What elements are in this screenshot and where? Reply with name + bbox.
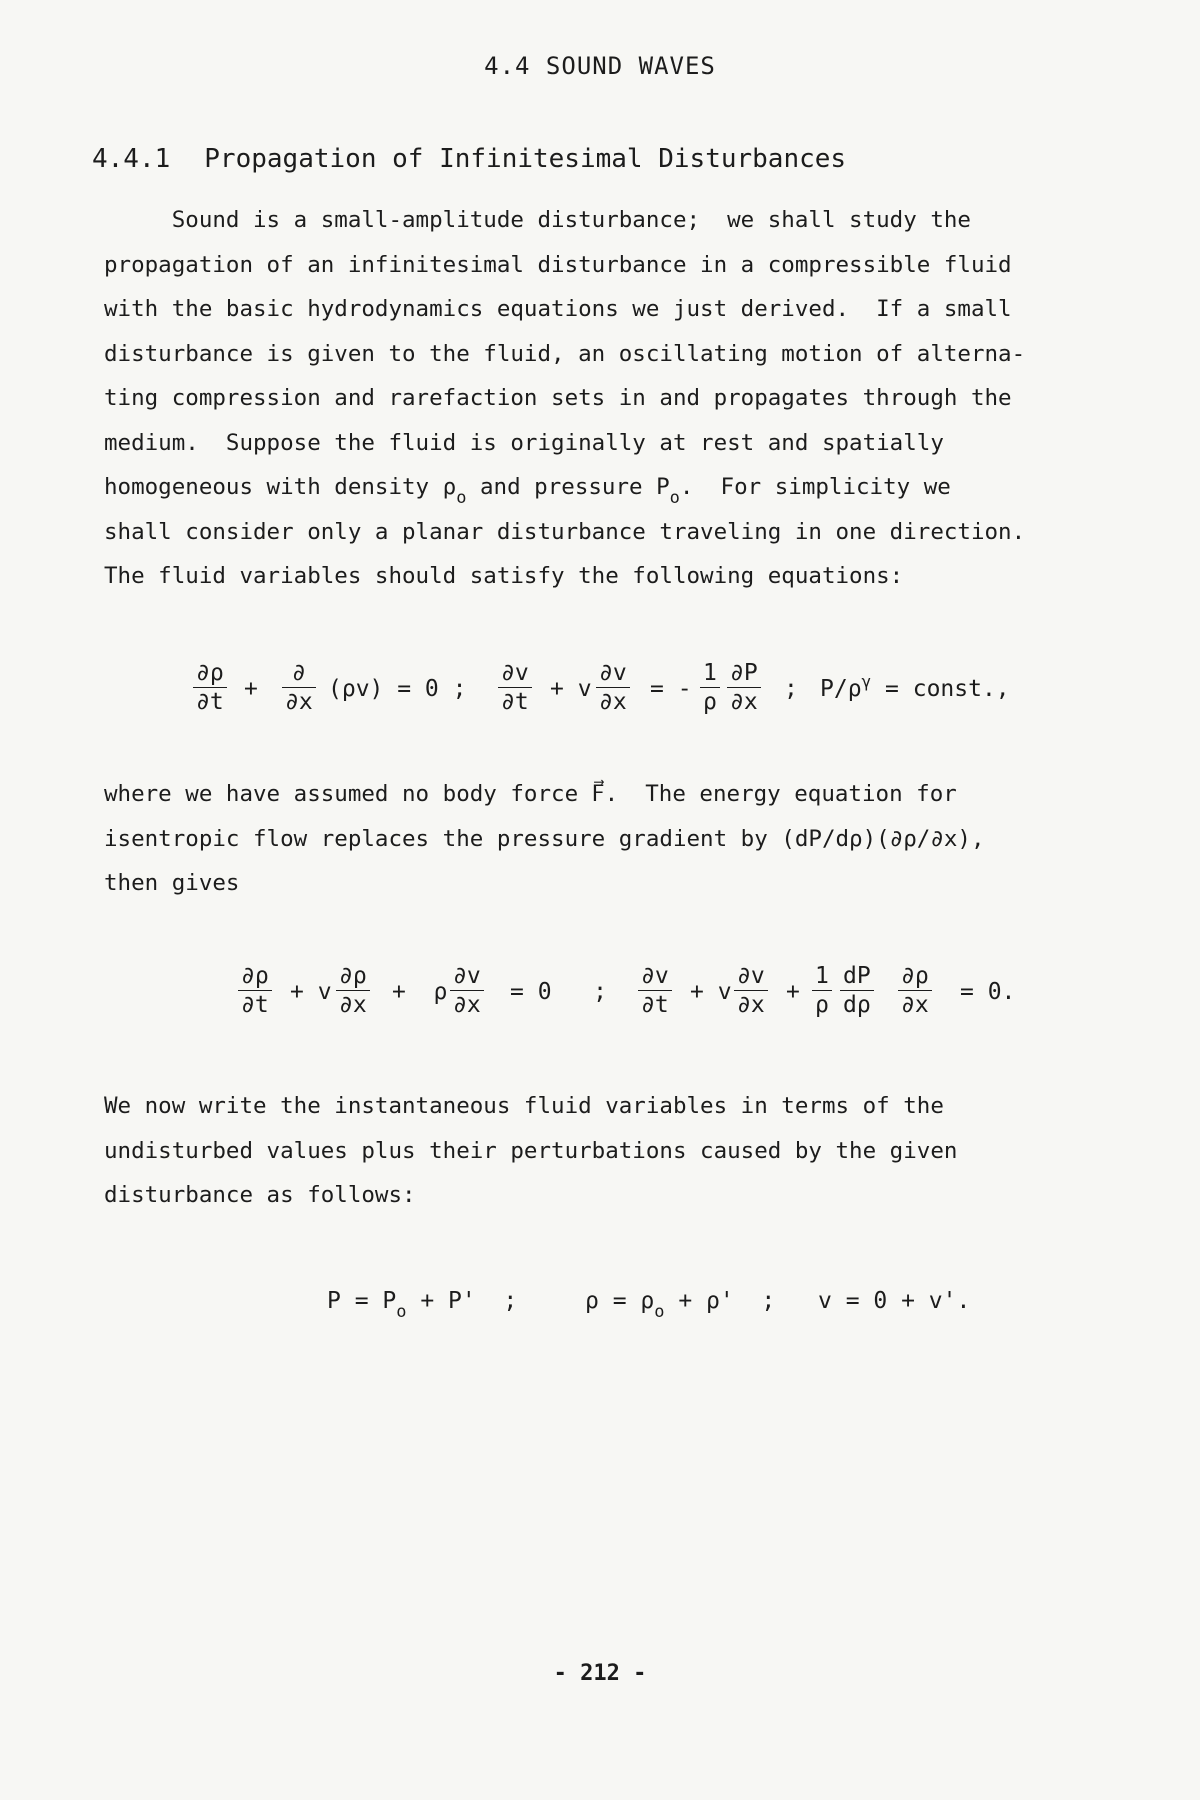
fraction — [336, 965, 370, 1017]
numerator: ∂P — [730, 660, 758, 686]
text-line: We now write the instantaneous fluid variables in terms of the — [104, 1093, 944, 1119]
expression: + v — [290, 979, 332, 1005]
subscript: o — [456, 488, 467, 508]
subsection-heading — [92, 144, 846, 174]
paragraph-energy — [104, 772, 1114, 906]
text-line: isentropic flow replaces the pressure gradient by (dP/dρ)(∂ρ/∂x), — [104, 825, 985, 852]
denominator: ∂t — [641, 992, 669, 1018]
text-line: where we have assumed no body force F⃗. The energy equation for — [104, 781, 957, 807]
denominator: ∂x — [737, 992, 765, 1018]
paragraph-perturbation — [104, 1084, 1114, 1218]
denominator: ∂x — [901, 992, 929, 1018]
numerator: ∂ρ — [196, 660, 224, 686]
denominator: ∂x — [730, 689, 758, 715]
expression: + ρ — [392, 979, 448, 1005]
numerator: ∂ρ — [339, 963, 367, 989]
denominator: dρ — [843, 992, 871, 1018]
text-line: then gives — [104, 870, 240, 896]
numerator: ∂ — [291, 660, 306, 686]
numerator: ∂v — [737, 963, 765, 989]
text-line: Sound is a small-amplitude disturbance; we shall study the — [104, 207, 971, 233]
fraction — [898, 965, 932, 1017]
denominator: ρ — [703, 689, 717, 715]
numerator: ∂v — [501, 660, 529, 686]
numerator: 1 — [703, 660, 717, 686]
text-fragment: . For simplicity we — [679, 474, 951, 500]
denominator: ∂x — [599, 689, 627, 715]
separator: ; — [784, 676, 798, 702]
page-number: - 212 - — [553, 1661, 647, 1686]
denominator: ∂x — [339, 992, 367, 1018]
section-title: 4.4 SOUND WAVES — [484, 52, 716, 80]
text-line: with the basic hydrodynamics equations we just derived. If a small — [104, 296, 1012, 322]
text-line: propagation of an infinitesimal disturbance in a compressible fluid — [104, 251, 1012, 278]
expression: (ρv) = 0 ; — [328, 676, 467, 702]
fraction — [727, 662, 761, 714]
text-fragment: and pressure P — [466, 474, 670, 500]
subscript: o — [654, 1302, 665, 1322]
fraction — [238, 965, 272, 1017]
expression-part: ρ = ρ — [585, 1288, 655, 1314]
fraction — [840, 965, 874, 1017]
numerator: 1 — [815, 963, 829, 989]
fraction — [450, 965, 484, 1017]
fraction — [812, 965, 832, 1017]
expression: + v — [690, 979, 732, 1005]
operator: = - — [650, 676, 692, 702]
subscript: o — [669, 488, 680, 508]
superscript: γ — [861, 672, 872, 691]
equation-linearized — [0, 965, 1200, 1025]
text-line: undisturbed values plus their perturbations caused by the given — [104, 1137, 958, 1164]
denominator: ∂x — [285, 689, 313, 715]
subsection-title: Propagation of Infinitesimal Disturbances — [204, 144, 847, 174]
expression-part: = const., — [871, 676, 1010, 702]
expression: v = 0 + v'. — [818, 1288, 971, 1314]
text-line: The fluid variables should satisfy the following equations: — [104, 563, 904, 589]
fraction — [700, 662, 720, 714]
paragraph-intro — [104, 198, 1114, 599]
equation-perturbation — [0, 1290, 1200, 1340]
text-line: disturbance is given to the fluid, an oscillating motion of alterna- — [104, 340, 1026, 367]
numerator: ∂ρ — [241, 963, 269, 989]
equation-continuity-momentum — [0, 662, 1200, 722]
numerator: ∂ρ — [901, 963, 929, 989]
denominator: ∂t — [241, 992, 269, 1018]
numerator: ∂v — [453, 963, 481, 989]
text-fragment: homogeneous with density ρ — [104, 474, 457, 500]
text-line: medium. Suppose the fluid is originally at rest and spatially — [104, 429, 944, 456]
operator: + — [244, 676, 258, 702]
denominator: ∂x — [453, 992, 481, 1018]
text-line: disturbance as follows: — [104, 1182, 416, 1208]
fraction — [498, 662, 532, 714]
text-line: ting compression and rarefaction sets in and propagates through the — [104, 385, 1012, 411]
numerator: dP — [843, 963, 871, 989]
numerator: ∂v — [599, 660, 627, 686]
denominator: ∂t — [196, 689, 224, 715]
denominator: ρ — [815, 992, 829, 1018]
fraction — [193, 662, 227, 714]
expression-part: + ρ' ; — [664, 1288, 776, 1314]
expression — [327, 1288, 518, 1322]
expression: = 0. — [960, 979, 1016, 1005]
operator: + — [786, 979, 800, 1005]
text-line: shall consider only a planar disturbance traveling in one direction. — [104, 518, 1026, 545]
fraction — [734, 965, 768, 1017]
expression-part: P/ρ — [820, 676, 862, 702]
text-line — [104, 465, 1114, 510]
numerator: ∂v — [641, 963, 669, 989]
expression-part: P = P — [327, 1288, 397, 1314]
fraction — [638, 965, 672, 1017]
expression: = 0 ; — [510, 979, 607, 1005]
expression: + v — [550, 676, 592, 702]
expression — [820, 672, 1010, 702]
fraction — [282, 662, 316, 714]
expression-part: + P' ; — [406, 1288, 518, 1314]
fraction — [596, 662, 630, 714]
denominator: ∂t — [501, 689, 529, 715]
subsection-number: 4.4.1 — [92, 144, 171, 174]
subscript: o — [396, 1302, 407, 1322]
expression — [585, 1288, 776, 1322]
